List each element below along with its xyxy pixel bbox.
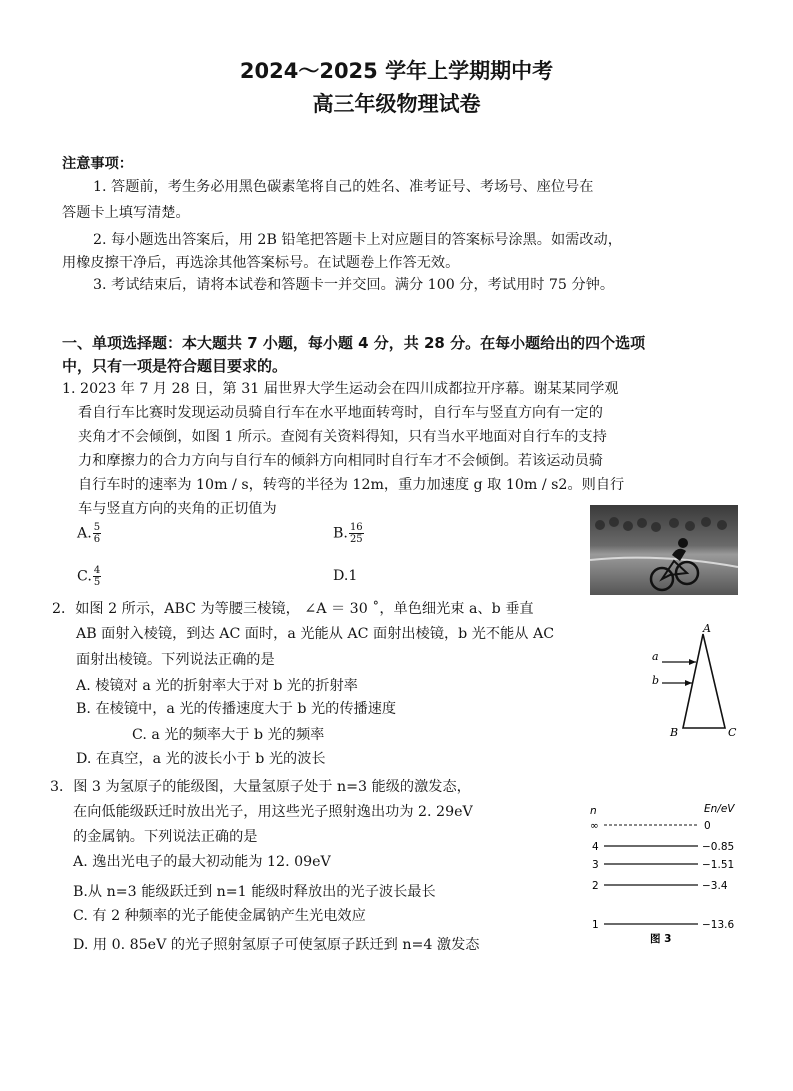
prism-triangle	[683, 634, 725, 728]
q1-option-a-label: A.	[77, 525, 92, 542]
notice-heading: 注意事项：	[62, 156, 133, 172]
prism-label-a-vertex: A	[703, 622, 711, 635]
level-e-4: −0.85	[702, 841, 735, 853]
q2-line-3: 面射出棱镜。下列说法正确的是	[76, 652, 275, 668]
cyclist-photo-figure	[590, 505, 738, 595]
q1-option-a-numerator: 5	[93, 522, 101, 533]
q3-line-3: 的金属钠。下列说法正确的是	[73, 829, 258, 845]
q3-option-a: A. 逸出光电子的最大初动能为 12. 09eV	[73, 854, 331, 870]
q2-option-a: A. 棱镜对 a 光的折射率大于对 b 光的折射率	[76, 678, 358, 694]
q1-line-5: 自行车时的速率为 10m / s，转弯的半径为 12m，重力加速度 g 取 10m / s2。则自行	[78, 477, 625, 493]
energy-diagram-e-header: En/eV	[704, 803, 735, 815]
section-heading-line-2: 中，只有一项是符合题目要求的。	[62, 357, 288, 375]
figure-3-caption: 图 3	[650, 933, 672, 945]
q1-line-2: 看自行车比赛时发现运动员骑自行车在水平地面转弯时，自行车与竖直方向有一定的	[78, 405, 603, 421]
prism-label-b-vertex: B	[670, 726, 679, 739]
q1-option-c	[77, 565, 101, 588]
level-n-inf: ∞	[590, 820, 599, 832]
level-n-4: 4	[592, 841, 599, 853]
q3-line-2: 在向低能级跃迁时放出光子，用这些光子照射逸出功为 2. 29eV	[73, 804, 473, 820]
level-n-2: 2	[592, 880, 599, 892]
q1-option-b	[333, 522, 364, 545]
notice-item-1-line-1: 1. 答题前，考生务必用黑色碳素笔将自己的姓名、准考证号、考场号、座位号在	[93, 179, 594, 195]
level-n-3: 3	[592, 859, 599, 871]
q1-option-b-denominator: 25	[349, 534, 363, 545]
q1-line-6: 车与竖直方向的夹角的正切值为	[78, 501, 277, 517]
q2-option-c: C. a 光的频率大于 b 光的频率	[132, 727, 325, 743]
notice-item-2-line-2: 用橡皮擦干净后，再选涂其他答案标号。在试题卷上作答无效。	[62, 255, 460, 271]
energy-level-2	[592, 880, 728, 892]
exam-title-line1: 2024～2025 学年上学期期中考	[239, 59, 554, 83]
q1-option-c-denominator: 5	[93, 577, 101, 588]
level-e-3: −1.51	[702, 859, 735, 871]
energy-level-figure	[584, 798, 744, 946]
energy-level-3	[592, 859, 734, 871]
q2-line-1: 2．如图 2 所示，ABC 为等腰三棱镜， ∠A ＝ 30 ˚，单色细光束 a、b 垂直	[52, 601, 534, 617]
q1-line-4: 力和摩擦力的合力方向与自行车的倾斜方向相同时自行车才不会倾倒。若该运动员骑	[78, 453, 603, 469]
energy-level-1	[592, 919, 734, 931]
q3-option-b: B.从 n=3 能级跃迁到 n=1 能级时释放出的光子波长最长	[73, 884, 436, 900]
level-e-1: −13.6	[702, 919, 735, 931]
ray-label-b: b	[652, 674, 660, 687]
energy-level-4	[592, 841, 734, 853]
prism-figure	[640, 620, 745, 745]
prism-label-c-vertex: C	[728, 726, 737, 739]
q1-option-b-label: B.	[333, 525, 348, 542]
q3-option-c: C. 有 2 种频率的光子能使金属钠产生光电效应	[73, 908, 366, 924]
notice-item-3: 3. 考试结束后，请将本试卷和答题卡一并交回。满分 100 分，考试用时 75 分钟。	[93, 277, 615, 293]
light-ray-a-arrow	[689, 659, 696, 665]
level-e-inf: 0	[704, 820, 711, 832]
q1-option-a-denominator: 6	[93, 534, 101, 545]
energy-level-inf	[590, 820, 711, 832]
level-e-2: −3.4	[702, 880, 728, 892]
q1-line-3: 夹角才不会倾倒，如图 1 所示。查阅有关资料得知，只有当水平地面对自行车的支持	[78, 429, 607, 445]
q1-option-b-numerator: 16	[349, 522, 363, 533]
notice-item-1-line-2: 答题卡上填写清楚。	[62, 205, 190, 221]
ray-label-a: a	[652, 650, 659, 663]
light-ray-b-arrow	[685, 680, 692, 686]
level-n-1: 1	[592, 919, 599, 931]
q1-option-d: D.1	[333, 568, 358, 584]
q1-option-a	[77, 522, 101, 545]
q1-option-c-label: C.	[77, 568, 92, 585]
q3-option-d: D. 用 0. 85eV 的光子照射氢原子可使氢原子跃迁到 n=4 激发态	[73, 937, 480, 953]
q1-option-c-numerator: 4	[93, 565, 101, 576]
energy-diagram-n-header: n	[590, 805, 597, 817]
q2-line-2: AB 面射入棱镜，到达 AC 面时，a 光能从 AC 面射出棱镜，b 光不能从 AC	[76, 626, 555, 642]
q1-line-1: 1. 2023 年 7 月 28 日，第 31 届世界大学生运动会在四川成都拉开序幕。谢某某同学观	[62, 381, 619, 397]
q3-line-1: 3．图 3 为氢原子的能级图，大量氢原子处于 n=3 能级的激发态，	[50, 779, 471, 795]
q2-option-d: D. 在真空，a 光的波长小于 b 光的波长	[76, 751, 326, 767]
q2-option-b: B. 在棱镜中，a 光的传播速度大于 b 光的传播速度	[76, 701, 397, 717]
exam-title-line2: 高三年级物理试卷	[312, 92, 481, 116]
section-heading-line-1: 一、单项选择题：本大题共 7 小题，每小题 4 分，共 28 分。在每小题给出的四个选项	[62, 334, 646, 352]
notice-item-2-line-1: 2. 每小题选出答案后，用 2B 铅笔把答题卡上对应题目的答案标号涂黑。如需改动，	[93, 232, 622, 248]
